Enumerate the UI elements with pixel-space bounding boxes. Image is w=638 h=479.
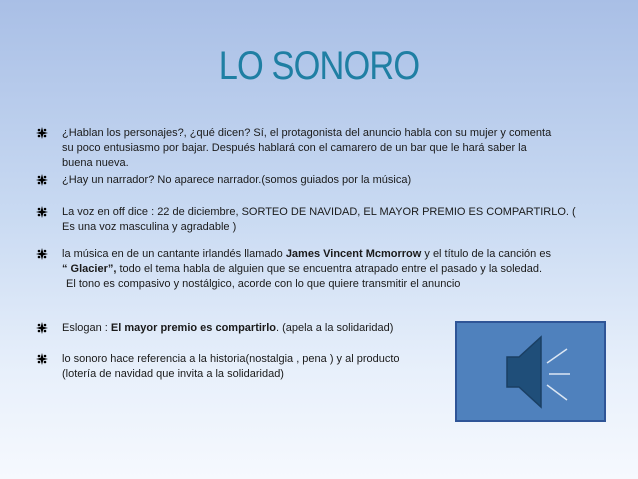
diamond-bullet-icon xyxy=(36,353,48,365)
bullet-line: ¿Hay un narrador? No aparece narrador.(somos guiados por la música) xyxy=(62,174,412,186)
bullet-item-dialogue xyxy=(36,126,551,171)
text-run: Eslogan : xyxy=(62,322,111,334)
bullet-item-slogan xyxy=(36,321,393,336)
text-run: y el título de la canción es xyxy=(421,248,551,260)
text-run: . (apela a la solidaridad) xyxy=(275,322,394,334)
diamond-bullet-icon xyxy=(36,206,48,218)
bullet-line: buena nueva. xyxy=(62,157,129,169)
slide-title: LO SONORO xyxy=(218,44,420,88)
bullet-line xyxy=(62,321,393,336)
diamond-bullet-icon xyxy=(36,127,48,139)
bullet-item-voiceover xyxy=(36,205,576,235)
diamond-bullet-icon xyxy=(36,322,48,334)
bullet-line: Es una voz masculina y agradable ) xyxy=(62,221,237,233)
bullet-line xyxy=(62,247,551,262)
speaker-panel xyxy=(455,321,606,422)
speaker-icon xyxy=(457,323,604,420)
bullet-item-music xyxy=(36,247,551,292)
text-run: todo el tema habla de alguien que se encuentra atrapado entre el pasado y la soledad. xyxy=(116,263,543,275)
diamond-bullet-icon xyxy=(36,174,48,186)
bullet-line: ¿Hablan los personajes?, ¿qué dicen? Sí, el protagonista del anuncio habla con su mujer y comenta xyxy=(62,127,552,139)
text-run: la música en de un cantante irlandés llamado xyxy=(62,248,286,260)
slogan-text: El mayor premio es compartirlo xyxy=(110,322,276,334)
bullet-line: La voz en off dice : 22 de diciembre, SORTEO DE NAVIDAD, EL MAYOR PREMIO ES COMPARTIRLO. ( xyxy=(62,206,576,218)
artist-name: James Vincent Mcmorrow xyxy=(285,248,422,260)
diamond-bullet-icon xyxy=(36,248,48,260)
bullet-item-summary xyxy=(36,352,400,382)
bullet-line xyxy=(62,262,551,277)
bullet-line: lo sonoro hace referencia a la historia(nostalgia , pena ) y al producto xyxy=(62,353,400,365)
bullet-line: su poco entusiasmo por bajar. Después hablará con el camarero de un bar que le hará saber la xyxy=(62,142,527,154)
bullet-line: (lotería de navidad que invita a la solidaridad) xyxy=(62,368,284,380)
song-title: “ Glacier”, xyxy=(62,263,117,275)
bullet-item-narrator xyxy=(36,173,411,188)
bullet-line: El tono es compasivo y nostálgico, acorde con lo que quiere transmitir el anuncio xyxy=(66,278,461,290)
